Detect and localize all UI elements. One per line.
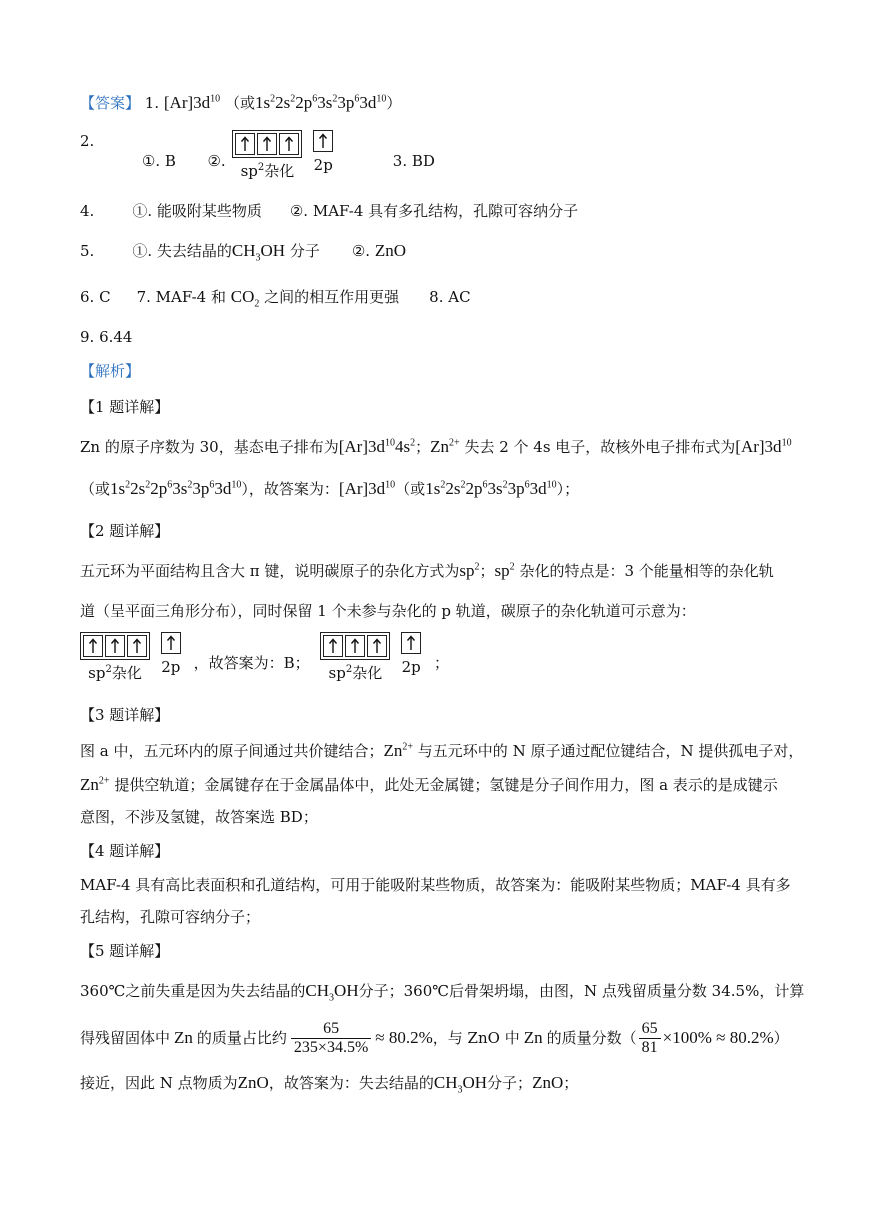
up-arrow-icon — [401, 632, 421, 654]
detail-2-title: 【2 题详解】 — [80, 522, 170, 540]
detail-2-line-3: $sp^2$杂化 2p ，故答案为：B； $sp^2$杂化 2p ； — [80, 632, 449, 688]
fraction-2: $\frac{65}{81}$ — [639, 1020, 661, 1057]
up-arrow-icon — [323, 635, 343, 657]
2p-caption: 2p — [401, 658, 421, 676]
answer-line-4: 4. ①. 能吸附某些物质 ②. MAF-4 具有多孔结构，孔隙可容纳分子 — [80, 202, 579, 220]
up-arrow-icon — [83, 635, 103, 657]
analysis-tag: 【解析】 — [80, 362, 141, 380]
sp2-caption: $sp^2$杂化 — [88, 664, 142, 682]
detail-5-line-3: 接近，因此 N 点物质为ZnO，故答案为：失去结晶的$CH_3OH$分子；ZnO； — [80, 1073, 579, 1096]
sp2-orbital-diagram-3 — [320, 632, 390, 684]
answer-line-1: 【答案】 1. $[Ar]3d^{10}$ （或$1s^22s^22p^63s^23p^63d^{10}$） — [80, 93, 402, 112]
p-orbital-diagram-2 — [161, 632, 181, 678]
detail-1-line-2: （或$1s^22s^22p^63s^23p^63d^{10}$），故答案为：$[Ar]3d^{10}$（或$1s^22s^22p^63s^23p^63d^{10}$）； — [80, 479, 580, 498]
detail-4-line-2: 孔结构，孔隙可容纳分子； — [80, 908, 261, 926]
sp2-orbital-diagram — [232, 130, 302, 182]
q1-answer-formula: $[Ar]3d^{10}$ — [163, 93, 221, 112]
detail-3-line-1: 图 a 中，五元环内的原子间通过共价键结合；$Zn^{2+}$ 与五元环中的 N 原子通过配位键结合，N 提供孤电子对， — [80, 741, 804, 760]
detail-4-line-1: MAF-4 具有高比表面积和孔道结构，可用于能吸附某些物质，故答案为：能吸附某些物质；MAF-4 具有多 — [80, 876, 791, 894]
up-arrow-icon — [235, 133, 255, 155]
detail-5-line-1: 360℃之前失重是因为失去结晶的$CH_3OH$分子；360℃后骨架坍塌，由图，N 点残留质量分数 34.5%，计算 — [80, 981, 805, 1004]
up-arrow-icon — [257, 133, 277, 155]
answer-line-2: 2. ①. B ②. $sp^2$杂化 2p 3. BD — [80, 132, 435, 180]
detail-5-line-2: 得残留固体中 Zn 的质量占比约 $\frac{65}{235\times 34.5\%}$ ≈ 80.2% ，与 ZnO 中 Zn 的质量分数（ $\frac{65}{81}$ ×100% ≈ 80.2% ） — [80, 1019, 789, 1056]
sp2-caption: $sp^2$杂化 — [240, 162, 295, 180]
up-arrow-icon — [127, 635, 147, 657]
detail-3-line-2: $Zn^{2+}$ 提供空轨道；金属键存在于金属晶体中，此处无金属键；氢键是分子间作用力，图 a 表示的是成键示 — [80, 775, 778, 794]
detail-2-line-2: 道（呈平面三角形分布），同时保留 1 个未参与杂化的 p 轨道，碳原子的杂化轨道可示意为： — [80, 602, 696, 620]
answer-line-9: 9. 6.44 — [80, 328, 133, 346]
fraction-1: $\frac{65}{235\times 34.5\%}$ — [291, 1020, 371, 1057]
2p-caption: 2p — [161, 658, 181, 676]
answer-tag: 【答案】 — [80, 94, 141, 112]
up-arrow-icon — [367, 635, 387, 657]
up-arrow-icon — [105, 635, 125, 657]
detail-4-title: 【4 题详解】 — [80, 842, 170, 860]
answer-line-5: 5. ①. 失去结晶的$CH_3OH$ 分子 ②. ZnO — [80, 241, 407, 264]
up-arrow-icon — [279, 133, 299, 155]
detail-3-title: 【3 题详解】 — [80, 706, 170, 724]
answer-line-6: 6. C 7. MAF-4 和 $CO_2$ 之间的相互作用更强 8. AC — [80, 287, 471, 310]
up-arrow-icon — [345, 635, 365, 657]
detail-2-line-1: 五元环为平面结构且含大 π 键，说明碳原子的杂化方式为$sp^2$；$sp^2$ 杂化的特点是：3 个能量相等的杂化轨 — [80, 561, 774, 580]
sp2-orbital-diagram-2 — [80, 632, 150, 684]
detail-1-line-1: Zn 的原子序数为 30，基态电子排布为$[Ar]3d^{10}4s^2$；$Zn^{2+}$ 失去 2 个 4s 电子，故核外电子排布式为$[Ar]3d^{10}$ — [80, 437, 792, 456]
analysis-tag-line — [80, 360, 140, 382]
2p-caption: 2p — [313, 156, 333, 174]
detail-5-title: 【5 题详解】 — [80, 942, 170, 960]
detail-1-title: 【1 题详解】 — [80, 398, 170, 416]
sp2-caption: $sp^2$杂化 — [328, 664, 383, 682]
p-orbital-diagram — [313, 130, 333, 176]
q1-alt-config: $1s^22s^22p^63s^23p^63d^{10}$ — [254, 93, 387, 112]
detail-3-line-3: 意图，不涉及氢键，故答案选 BD； — [80, 808, 318, 826]
up-arrow-icon — [161, 632, 181, 654]
up-arrow-icon — [313, 130, 333, 152]
p-orbital-diagram-3 — [401, 632, 421, 678]
